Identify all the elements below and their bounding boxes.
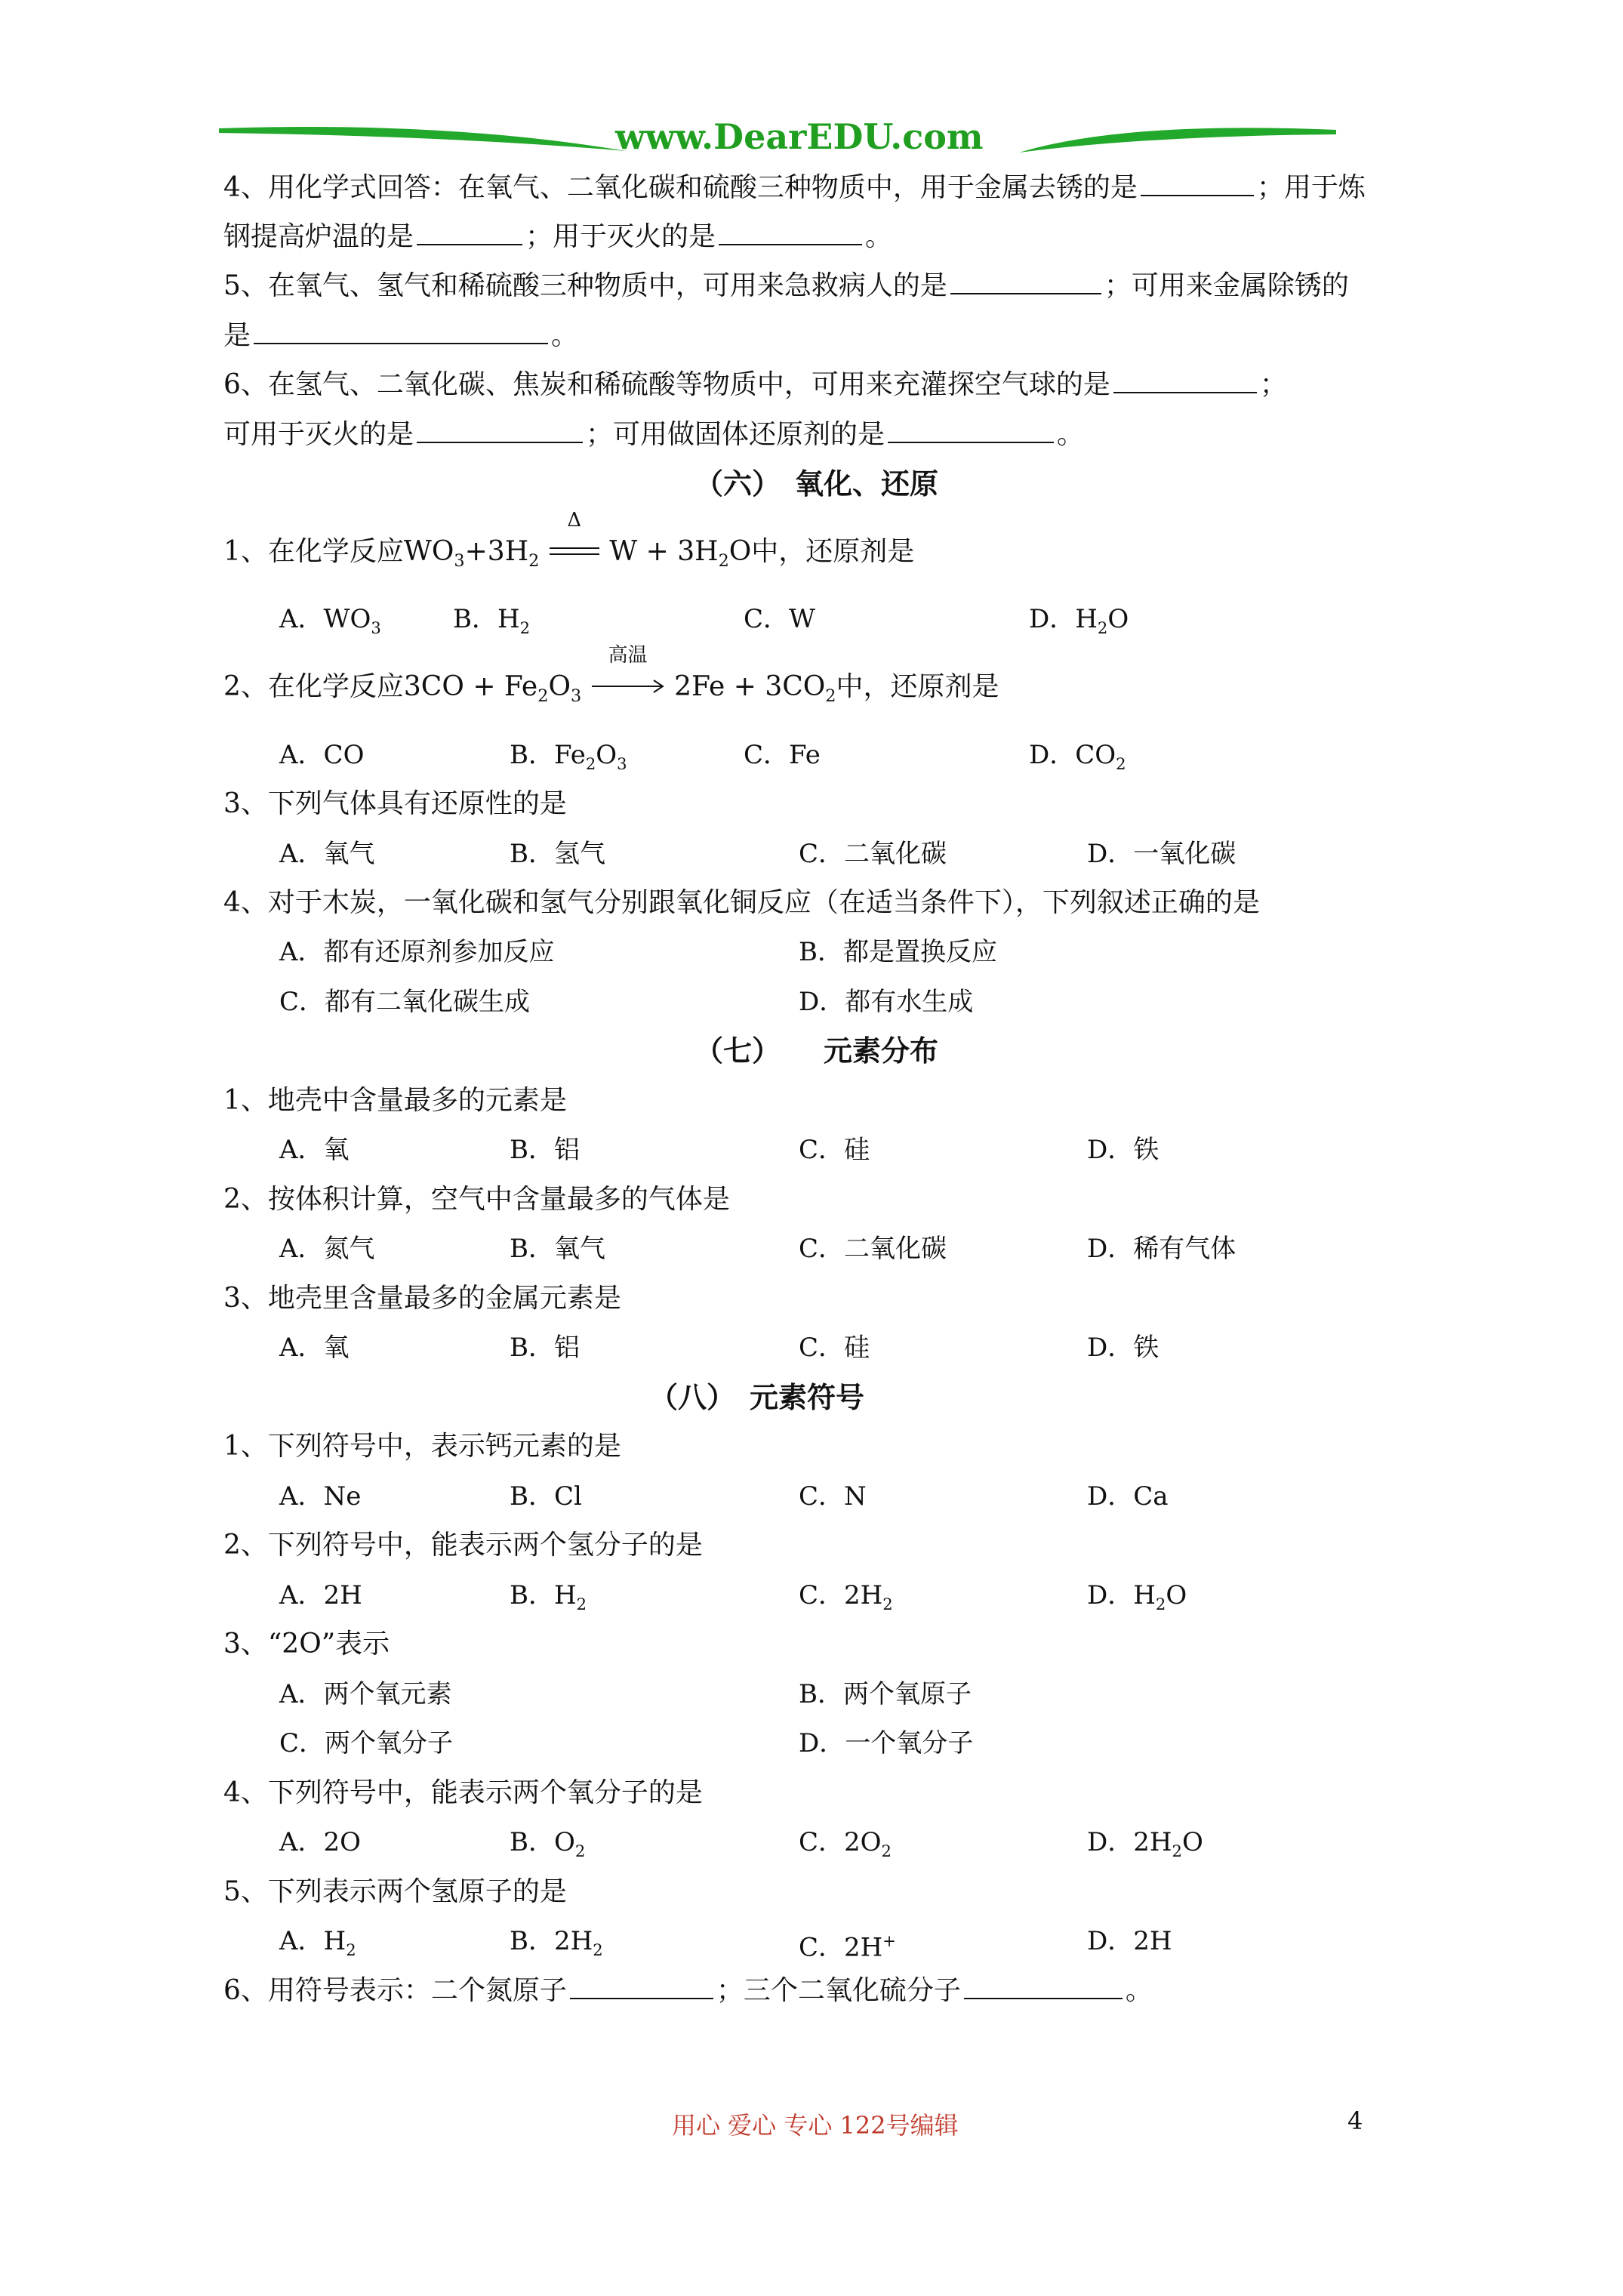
option-a[interactable]: A．都有还原剂参加反应 xyxy=(279,937,555,967)
option-a[interactable]: A．氧气 xyxy=(279,839,375,869)
option-d[interactable]: D．$CO_2$ xyxy=(1029,740,1126,773)
double-equals-icon xyxy=(548,542,601,560)
option-a[interactable]: A．氧 xyxy=(279,1135,350,1165)
site-logo-text: www.DearEDU.com xyxy=(615,116,984,157)
section8-title: （八） 元素符号 xyxy=(649,1380,865,1414)
option-c[interactable]: C．硅 xyxy=(799,1135,870,1165)
answer-blank[interactable] xyxy=(1113,366,1257,393)
option-c[interactable]: C．$2H_2$ xyxy=(799,1580,893,1613)
s5-q4-line2: 钢提高炉温的是 ；用于灭火的是 。 xyxy=(223,218,892,256)
option-b[interactable]: B．$O_2$ xyxy=(510,1827,586,1860)
s5-q4-line1: 4、用化学式回答：在氧气、二氧化碳和硫酸三种物质中，用于金属去锈的是 ；用于炼 xyxy=(223,169,1366,207)
option-b[interactable]: B．铝 xyxy=(510,1135,580,1165)
s8-q3: 3、“2O”表示 xyxy=(223,1629,390,1660)
option-c[interactable]: C．硅 xyxy=(799,1333,870,1363)
option-d[interactable]: D．一个氧分子 xyxy=(799,1728,974,1758)
option-d[interactable]: D．$H_2O$ xyxy=(1087,1580,1187,1613)
option-d[interactable]: D．铁 xyxy=(1087,1333,1160,1363)
answer-blank[interactable] xyxy=(1141,169,1254,196)
s5-q6-line1: 6、在氢气、二氧化碳、焦炭和稀硫酸等物质中，可用来充灌探空气球的是 ； xyxy=(223,366,1287,404)
option-a[interactable]: A．氮气 xyxy=(279,1234,375,1264)
s8-q4: 4、下列符号中，能表示两个氧分子的是 xyxy=(223,1777,703,1808)
s7-q1: 1、地壳中含量最多的元素是 xyxy=(223,1085,567,1116)
option-a[interactable]: A．2O xyxy=(279,1827,362,1857)
s6-q4: 4、对于木炭，一氧化碳和氢气分别跟氧化铜反应（在适当条件下），下列叙述正确的是 xyxy=(223,887,1260,918)
option-c[interactable]: C．都有二氧化碳生成 xyxy=(279,987,531,1017)
page-number: 4 xyxy=(1347,2106,1363,2135)
answer-blank[interactable] xyxy=(888,416,1054,443)
s5-q5-line1: 5、在氧气、氢气和稀硫酸三种物质中，可用来急救病人的是 ；可用来金属除锈的 xyxy=(223,267,1349,305)
option-c[interactable]: C．两个氧分子 xyxy=(279,1728,454,1758)
s8-q5: 5、下列表示两个氢原子的是 xyxy=(223,1876,567,1907)
s8-q1: 1、下列符号中，表示钙元素的是 xyxy=(223,1431,621,1462)
option-a[interactable]: A．2H xyxy=(279,1580,362,1610)
answer-blank[interactable] xyxy=(417,416,583,443)
option-d[interactable]: D．2H xyxy=(1087,1926,1172,1956)
option-b[interactable]: B．氢气 xyxy=(510,839,605,869)
section6-title: （六） 氧化、还原 xyxy=(694,467,939,501)
option-c[interactable]: C．二氧化碳 xyxy=(799,1234,947,1264)
site-logo xyxy=(219,113,1336,166)
answer-blank[interactable] xyxy=(964,1972,1123,1999)
section7-title: （七） 元素分布 xyxy=(694,1034,939,1068)
option-a[interactable]: A．Ne xyxy=(279,1481,362,1512)
s8-q6: 6、用符号表示：二个氮原子 ；三个二氧化硫分子 。 xyxy=(223,1972,1153,2010)
answer-blank[interactable] xyxy=(570,1972,713,1999)
option-b[interactable]: B．$H_2$ xyxy=(510,1580,587,1613)
s5-q5-line2: 是 。 xyxy=(223,317,578,355)
arrow-right-icon xyxy=(590,677,666,695)
option-c[interactable]: C．二氧化碳 xyxy=(799,839,947,869)
s8-q2: 2、下列符号中，能表示两个氢分子的是 xyxy=(223,1530,703,1561)
option-c[interactable]: C．2H+ xyxy=(799,1931,896,1963)
s5-q6-line2: 可用于灭火的是 ；可用做固体还原剂的是 。 xyxy=(223,416,1084,454)
option-d[interactable]: D．Ca xyxy=(1087,1481,1169,1512)
option-b[interactable]: B．$2H_2$ xyxy=(510,1926,603,1959)
option-b[interactable]: B．Cl xyxy=(510,1481,582,1512)
option-b[interactable]: B．$H_2$ xyxy=(453,604,531,637)
option-d[interactable]: D．$2H_2O$ xyxy=(1087,1827,1203,1860)
option-c[interactable]: C．W xyxy=(744,604,815,634)
option-a[interactable]: A．CO xyxy=(279,740,365,770)
footer-text: 用心 爱心 专心 122号编辑 xyxy=(672,2111,959,2140)
option-d[interactable]: D．铁 xyxy=(1087,1135,1160,1165)
option-a[interactable]: A．两个氧元素 xyxy=(279,1679,452,1709)
answer-blank[interactable] xyxy=(719,218,862,245)
s6-q3: 3、下列气体具有还原性的是 xyxy=(223,788,567,819)
option-a[interactable]: A．$WO_3$ xyxy=(279,604,381,637)
option-b[interactable]: B．$Fe_2O_3$ xyxy=(510,740,627,773)
answer-blank[interactable] xyxy=(417,218,522,245)
s7-q2: 2、按体积计算，空气中含量最多的气体是 xyxy=(223,1184,730,1215)
s6-q2: 2、在化学反应$3CO + Fe_2O_3$ 高温 $2Fe + 3CO_2$中，还原剂是 xyxy=(223,644,999,707)
option-c[interactable]: C．$2O_2$ xyxy=(799,1827,892,1860)
heat-condition-sign: Δ xyxy=(548,533,601,571)
option-a[interactable]: A．氧 xyxy=(279,1333,350,1363)
option-d[interactable]: D．都有水生成 xyxy=(799,987,974,1017)
option-d[interactable]: D．一氧化碳 xyxy=(1087,839,1236,869)
option-b[interactable]: B．铝 xyxy=(510,1333,580,1363)
answer-blank[interactable] xyxy=(950,267,1101,294)
option-b[interactable]: B．都是置换反应 xyxy=(799,937,997,967)
option-c[interactable]: C．N xyxy=(799,1481,867,1512)
s7-q3: 3、地壳里含量最多的金属元素是 xyxy=(223,1283,621,1314)
option-d[interactable]: D．$H_2O$ xyxy=(1029,604,1129,637)
option-c[interactable]: C．Fe xyxy=(744,740,821,770)
answer-blank[interactable] xyxy=(254,317,548,344)
option-a[interactable]: A．$H_2$ xyxy=(279,1926,356,1959)
option-d[interactable]: D．稀有气体 xyxy=(1087,1234,1236,1264)
s6-q1: 1、在化学反应$WO_3+3H_2$ Δ $W + 3H_2O$中，还原剂是 xyxy=(223,509,915,572)
option-b[interactable]: B．两个氧原子 xyxy=(799,1679,972,1709)
high-temp-condition-arrow: 高温 xyxy=(590,668,666,706)
option-b[interactable]: B．氧气 xyxy=(510,1234,605,1264)
